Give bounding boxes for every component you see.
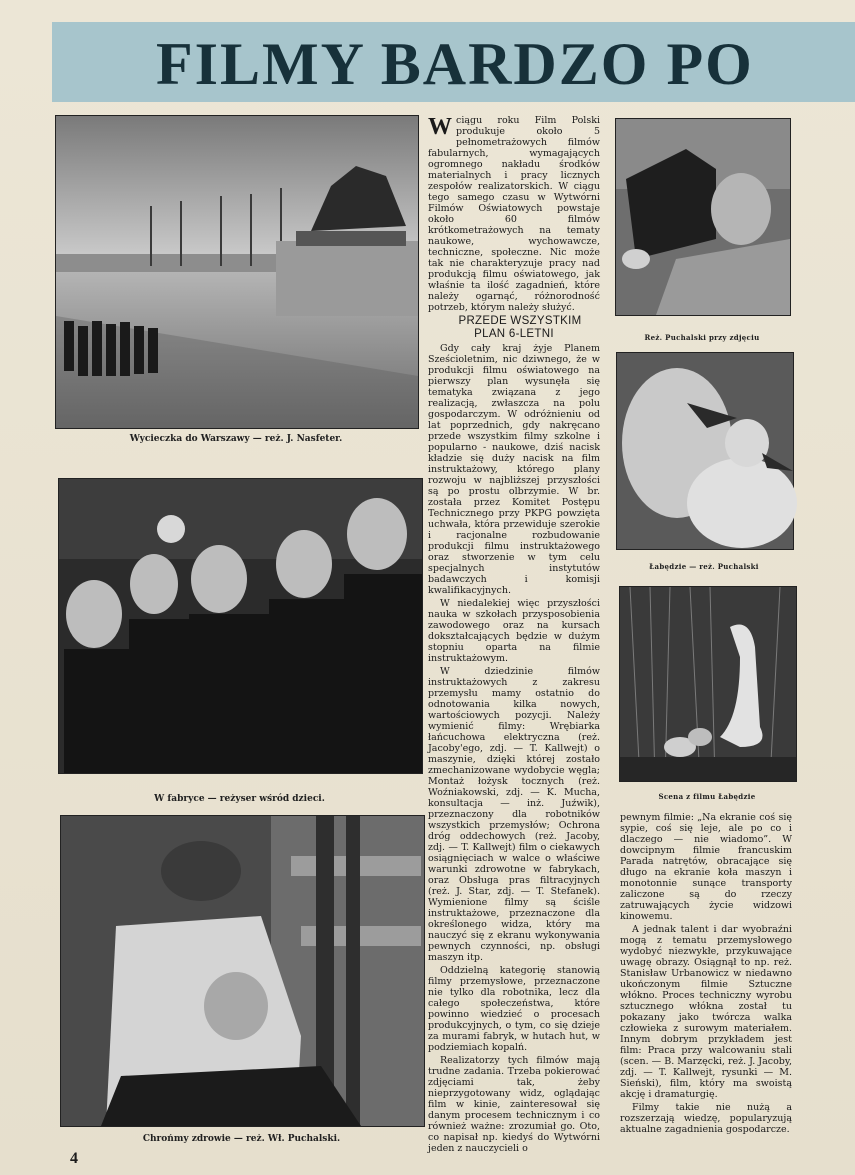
caption-swans: Łabędzie — reż. Puchalski <box>649 562 759 571</box>
photo-swans <box>616 352 794 550</box>
caption-health: Chrońmy zdrowie — reż. Wł. Puchalski. <box>142 1134 341 1144</box>
health-illustration <box>61 816 424 1126</box>
swan-scene-illustration <box>620 587 796 781</box>
dropcap: W <box>428 114 452 140</box>
section-heading-line2: PLAN 6-LETNI <box>474 328 554 340</box>
photo-swan-scene <box>619 586 797 782</box>
section-heading-line1: PRZEDE WSZYSTKIM <box>458 315 582 327</box>
article-paragraph: Oddzielną kategorię stanowią filmy przemysłowe, przeznaczone nie tylko dla robotnika, lecz dla całego społeczeństwa, które powinno wiedzieć o procesach produkcyjnych, o tym, co się dzieje za murami fabryk, w hutach hut, w podziemiach kopalń. <box>428 965 600 1053</box>
article-column-right <box>620 812 792 1152</box>
caption-swan-scene: Scena z filmu Łabędzie <box>658 792 756 801</box>
article-paragraph: W niedalekiej więc przyszłości nauka w szkołach przysposobienia zawodowego oraz na kursach dokształcających będzie w dużym stopniu oparta na filmie instruktażowym. <box>428 598 600 664</box>
section-heading <box>428 315 600 341</box>
caption-factory: W fabryce — reżyser wśród dzieci. <box>154 794 325 804</box>
article-paragraph: pewnym filmie: „Na ekranie coś się sypie, coś się leje, ale po co i dlaczego — nie wiadomo”. W dowcipnym filmie francuskim Parada natrętów, obracające się długo na ekranie koła maszyn i monotonnie sunące transporty zaliczone są do rzeczy zatruwających życie widzowi kinowemu. <box>620 812 792 922</box>
article-paragraph: A jednak talent i dar wyobraźni mogą z tematu przemysłowego wydobyć niezwykłe, przykuwające uwagę obrazy. Osiągnął to np. reż. Stanisław Urbanowicz w niedawno ukończonym filmie Sztuczne włókno. Proces techniczny wyrobu sztucznego włókna został tu pokazany jako twórcza walka człowieka z surowym materiałem. Innym dobrym przykładem jest film: Praca przy walcowaniu stali (scen. — B. Marzęcki, reż. J. Jacoby, zdj. — T. Kallwejt, rysunki — M. Sieński), film, który ma swoistą akcję i dramaturgię. <box>620 924 792 1100</box>
swans-illustration <box>617 353 793 549</box>
photo-puchalski <box>615 118 791 316</box>
photo-health <box>60 815 425 1127</box>
factory-illustration <box>59 479 422 773</box>
article-paragraph: Gdy cały kraj żyje Planem Sześcioletnim, nic dziwnego, że w produkcji filmu oświatowego na pierwszy plan wysunęła się tematyka związana z jego realizacją, zwłaszcza na polu gospodarczym. W odróżnieniu od lat poprzednich, gdy nakręcano przede wszystkim filmy szkolne i popularno - naukowe, dziś nacisk kładzie się duży nacisk na film instruktażowy, którego plany rozwoju w najbliższej przyszłości są po prostu olbrzymie. W br. została przez Komitet Postępu Technicznego przy PKPG powzięta uchwała, która przewiduje szerokie i racjonalne rozbudowanie produkcji filmu instruktażowego oraz stworzenie w tym celu specjalnych instytutów badawczych i komisji kwalifikacyjnych. <box>428 343 600 596</box>
photo-factory <box>58 478 423 774</box>
page-number: 4 <box>70 1150 78 1167</box>
article-paragraph: W dziedzinie filmów instruktażowych z zakresu przemysłu mamy ostatnio do odnotowania kilka nowych, wartościowych pozycji. Należy wymienić filmy: Wrębiarka łańcuchowa elektryczna (reż. Jacoby'ego, zdj. — T. Kallwejt) o maszynie, dzięki której zostało zmechanizowane wydobycie węgla; Montaż łożysk tocznych (reż. Woźniakowski, zdj. — K. Mucha, konsultacja — inż. Juźwik), przeznaczony dla robotników wszystkich przemysłów; Ochrona dróg oddechowych (reż. Jacoby, zdj. — T. Kallwejt) film o ciekawych osiągnięciach w walce o właściwe warunki zdrowotne w fabrykach, oraz Obsługa pras filtracyjnych (reż. J. Star, zdj. — T. Stefanek). Wymienione filmy są ściśle instruktażowe, przeznaczone dla określonego widza, który ma nauczyć się z ekranu wykonywania pewnych czynności, np. obsługi maszyn itp. <box>428 666 600 963</box>
warsaw-trip-illustration <box>56 116 418 428</box>
photo-warsaw-trip <box>55 115 419 429</box>
page-title: FILMY BARDZO PO <box>156 31 754 97</box>
article-intro <box>428 115 600 313</box>
article-column-middle <box>428 114 600 1154</box>
article-paragraph: Filmy takie nie nużą a rozszerzają wiedzę, popularyzują aktualne zagadnienia gospodarcze. <box>620 1102 792 1135</box>
puchalski-illustration <box>616 119 790 315</box>
article-paragraph: Realizatorzy tych filmów mają trudne zadania. Trzeba pokierować zdjęciami tak, żeby nieprzygotowany widz, oglądając film w kinie, zainteresował się danym procesem technicznym i co również ważne: zrozumiał go. Oto, co napisał np. kiedyś do Wytwórni jeden z nauczycieli o <box>428 1055 600 1154</box>
article-intro-text: ciągu roku Film Polski produkuje około 5 pełnometrażowych filmów fabularnych, wymagających ogromnego nakładu środków materialnych i pracy licznych zespołów realizatorskich. W ciągu tego samego czasu w Wytwórni Filmów Oświatowych powstaje około 60 filmów krótkometrażowych na tematy naukowe, wychowawcze, techniczne, społeczne. Nic może tak nie charakteryzuje pracy nad produkcją filmu oświatowego, jak właśnie ta ilość zagadnień, które należy ogarnąć, różnorodność potrzeb, którym należy służyć. <box>428 115 600 313</box>
caption-warsaw-trip: Wycieczka do Warszawy — reż. J. Nasfeter. <box>129 434 343 444</box>
caption-puchalski: Reż. Puchalski przy zdjęciu <box>644 333 760 342</box>
